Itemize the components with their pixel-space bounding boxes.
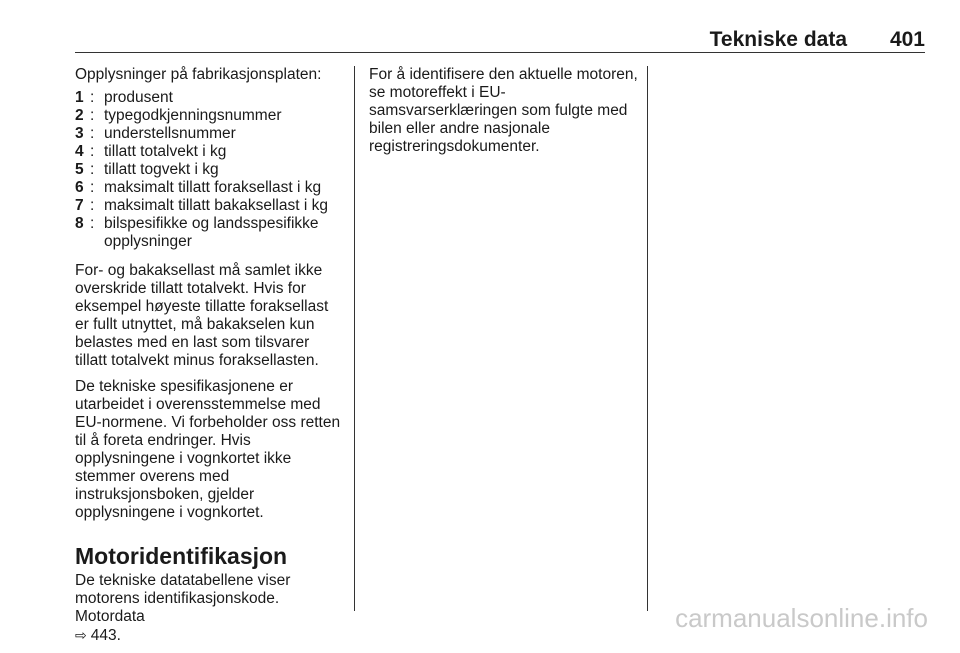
engine-identify-paragraph: For å identifisere den aktuelle motoren, se motoreffekt i EU-samsvarserklæringen som fulgte med bilen eller andre nasjonale registreringsdokumenter. (369, 66, 638, 155)
page-title: Tekniske data (709, 28, 847, 51)
middle-column (369, 66, 639, 164)
watermark: carmanualsonline.info (675, 603, 928, 633)
plate-item-separator: : (90, 197, 95, 214)
plate-list-item (75, 89, 345, 107)
axle-load-paragraph: For- og bakaksellast må samlet ikke overskride tillatt totalvekt. Hvis for eksempel høyeste tillatte foraksellast er fullt utnyttet, må bakakselen kun belastes med en last som tilsvarer tillatt totalvekt minus foraksellasten. (75, 262, 329, 369)
plate-item-text: tillatt totalvekt i kg (104, 143, 227, 160)
plate-item-number: 2 (75, 107, 84, 124)
column-divider-right (647, 66, 648, 611)
section-heading: Motoridentifikasjon (75, 543, 288, 569)
plate-item-text: typegodkjenningsnummer (104, 107, 282, 124)
plate-item-text: maksimalt tillatt bakaksellast i kg (104, 197, 328, 214)
plate-list-item (75, 143, 345, 161)
plate-list-item (75, 161, 345, 179)
left-column (75, 66, 345, 653)
plate-item-text: tillatt togvekt i kg (104, 161, 219, 178)
plate-item-separator: : (90, 215, 95, 232)
plate-list-item (75, 125, 345, 143)
page-number: 401 (889, 28, 925, 51)
plate-item-number: 5 (75, 161, 84, 178)
plate-intro: Opplysninger på fabrikasjonsplaten: (75, 66, 322, 83)
engine-id-text: De tekniske datatabellene viser motorens identifikasjonskode. Motordata (75, 572, 291, 625)
plate-list-item (75, 215, 345, 251)
plate-item-separator: : (90, 125, 95, 142)
plate-item-number: 1 (75, 89, 84, 106)
plate-info-list (75, 89, 345, 251)
plate-list-item (75, 197, 345, 215)
plate-item-number: 4 (75, 143, 84, 160)
plate-item-separator: : (90, 179, 95, 196)
specifications-paragraph: De tekniske spesifikasjonene er utarbeidet i overensstemmelse med EU-normene. Vi forbeholder oss retten til å foreta endringer. Hvis opplysningene i vognkortet ikke stemmer overens med instruksjonsboken, gjelder opplysningene i vognkortet. (75, 378, 341, 521)
engine-id-paragraph (75, 572, 345, 645)
plate-item-text: produsent (104, 89, 173, 106)
plate-item-text: maksimalt tillatt foraksellast i kg (104, 179, 322, 196)
plate-item-number: 6 (75, 179, 84, 196)
plate-item-separator: : (90, 143, 95, 160)
page-header (75, 28, 925, 53)
plate-item-separator: : (90, 107, 95, 124)
plate-item-separator: : (90, 161, 95, 178)
plate-item-text: bilspesifikke og landsspesifikke opplysninger (104, 215, 319, 250)
plate-list-item (75, 107, 345, 125)
plate-list-item (75, 179, 345, 197)
plate-item-separator: : (90, 89, 95, 106)
column-divider-left (354, 66, 355, 611)
plate-item-text: understellsnummer (104, 125, 236, 142)
reference-page-link[interactable]: 443. (90, 627, 121, 644)
plate-item-number: 3 (75, 125, 84, 142)
reference-arrow-icon: ⇨ (75, 627, 87, 643)
plate-item-number: 8 (75, 215, 84, 232)
plate-item-number: 7 (75, 197, 84, 214)
